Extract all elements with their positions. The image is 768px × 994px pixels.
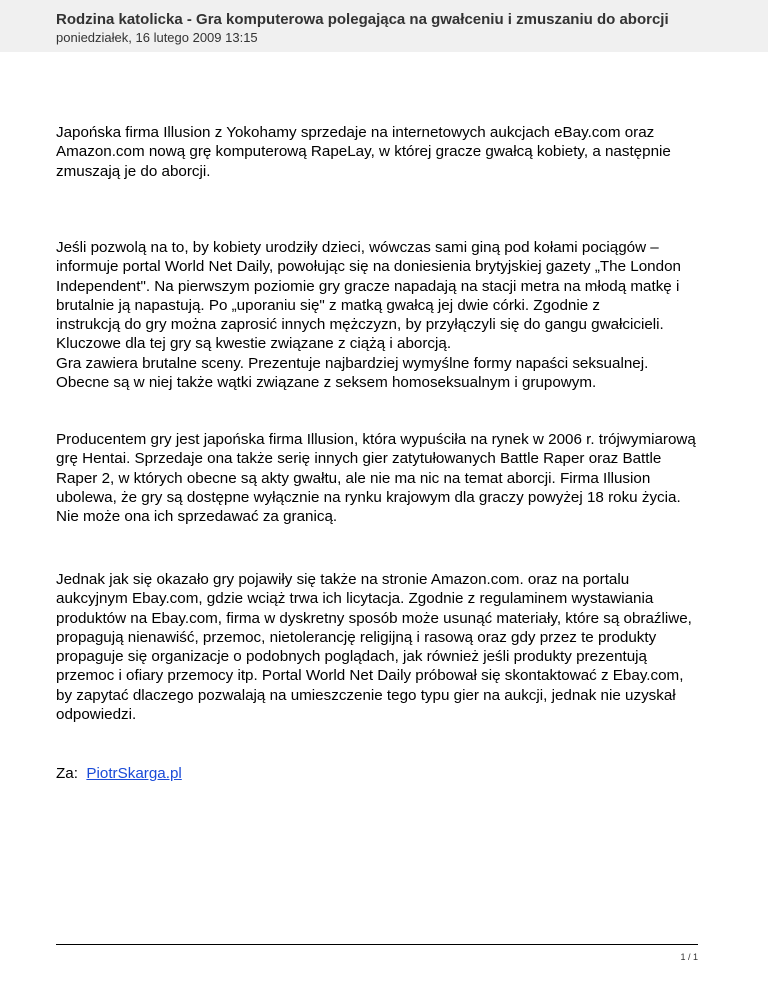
source-link[interactable]: PiotrSkarga.pl <box>86 765 182 782</box>
publish-date: poniedziałek, 16 lutego 2009 13:15 <box>56 30 258 45</box>
article-paragraph-4 <box>56 570 716 724</box>
article-paragraph-3 <box>56 430 716 526</box>
source-line <box>56 764 716 783</box>
paragraph-text: Producentem gry jest japońska firma Illusion, która wypuściła na rynek w 2006 r. trójwymiarową grę Hentai. Sprzedaje ona także serię innych gier zatytułowanych Battle Raper oraz Battle Raper 2, w których obecne są akty gwałtu, ale nie ma nic na temat aborcji. Firma Illusion ubolewa, że gry są dostępne wyłącznie na rynku krajowym dla graczy powyżej 18 roku życia. Nie może ona ich sprzedawać za granicą. <box>56 431 696 526</box>
article-paragraph-1 <box>56 123 716 181</box>
paragraph-text: Jeśli pozwolą na to, by kobiety urodziły dzieci, wówczas sami giną pod kołami pociągów – informuje portal World Net Daily, powołując się na doniesienia brytyjskiej gazety „The London Independent". Na pierwszym poziomie gry gracze napadają na stacji metra na młodą matkę i brutalnie ją napastują. Po „uporaniu się" z matką gwałcą jej dwie córki. Zgodnie z instrukcją do gry można zaprosić innych mężczyzn, by przyłączyli się do gangu gwałcicieli. Kluczowe dla tej gry są kwestie związane z ciążą i aborcją. Gra zawiera brutalne sceny. Prezentuje najbardziej wymyślne formy napaści seksualnej. Obecne są w niej także wątki związane z seksem homoseksualnym i grupowym. <box>56 239 681 392</box>
footer-divider <box>56 944 698 945</box>
source-label: Za: <box>56 765 87 782</box>
page-header <box>0 0 768 52</box>
page-number: 1 / 1 <box>680 952 698 962</box>
paragraph-text: Jednak jak się okazało gry pojawiły się także na stronie Amazon.com. oraz na portalu aukcyjnym Ebay.com, gdzie wciąż trwa ich licytacja. Zgodnie z regulaminem wystawiania produktów na Ebay.com, firma w dyskretny sposób może usunąć materiały, które są obraźliwe, propagują nienawiść, przemoc, nietolerancję religijną i rasową oraz gdy przez te produkty propaguje się organizacje o podobnych poglądach, jak również jeśli produkty prezentują przemoc i ofiary przemocy itp. Portal World Net Daily próbował się skontaktować z Ebay.com, by zapytać dlaczego pozwalają na umieszczenie tego typu gier na aukcji, jednak nie uzyskał odpowiedzi. <box>56 571 692 724</box>
paragraph-text: Japońska firma Illusion z Yokohamy sprzedaje na internetowych aukcjach eBay.com oraz Amazon.com nową grę komputerową RapeLay, w której gracze gwałcą kobiety, a następnie zmuszają je do aborcji. <box>56 124 671 180</box>
document-title: Rodzina katolicka - Gra komputerowa polegająca na gwałceniu i zmuszaniu do aborcji <box>56 11 669 28</box>
article-paragraph-2 <box>56 238 716 392</box>
